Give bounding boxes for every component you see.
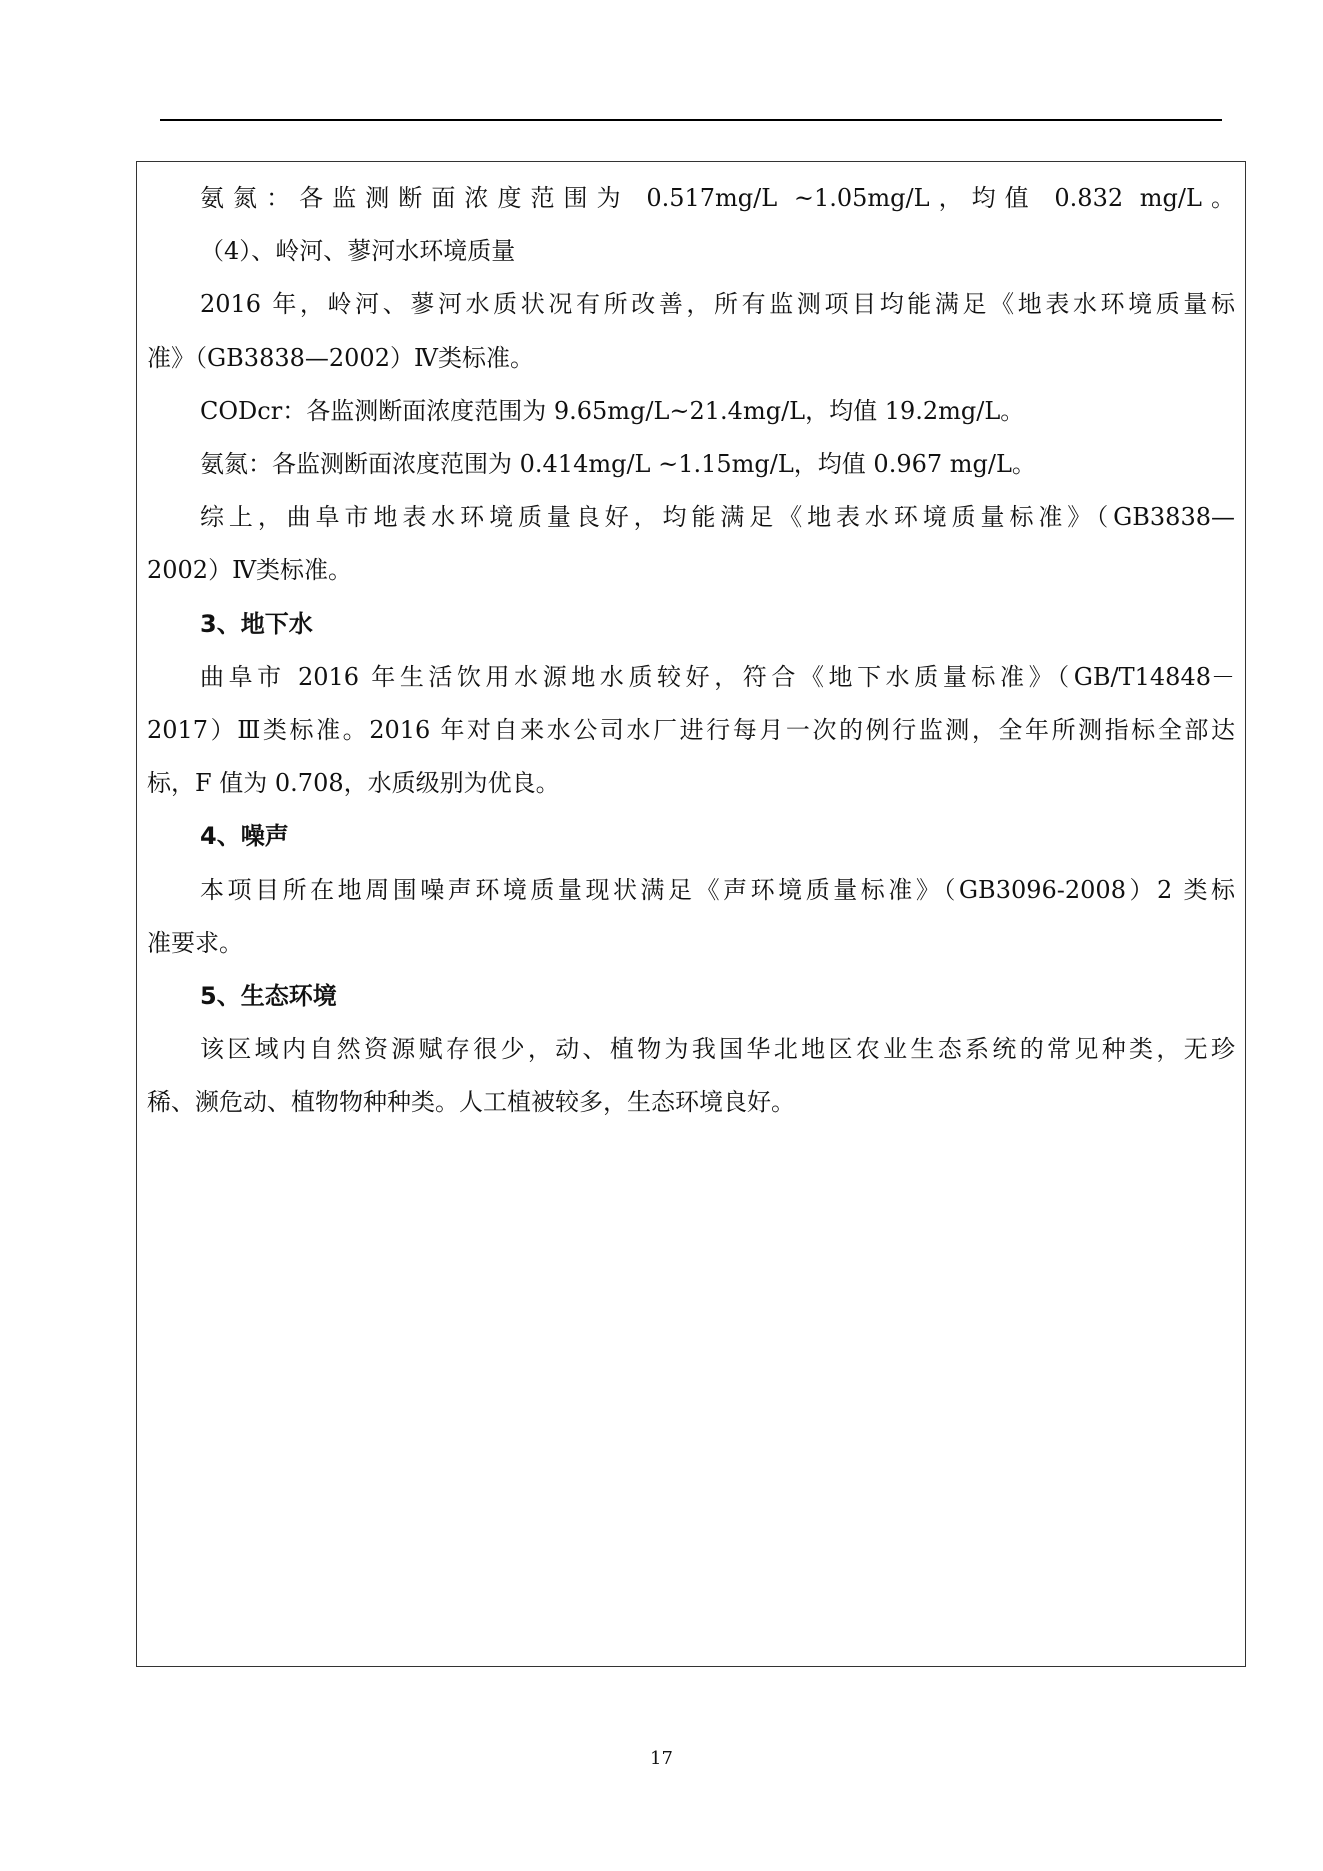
section-heading: 4、噪声 [200, 822, 289, 851]
section-heading: 3、地下水 [200, 609, 313, 638]
body-line: 2017）Ⅲ类标准。2016 年对自来水公司水厂进行每月一次的例行监测，全年所测指标全部达 [147, 716, 1235, 744]
body-line: 稀、濒危动、植物物种种类。人工植被较多，生态环境良好。 [147, 1088, 795, 1117]
content-box [136, 161, 1246, 1667]
body-line: 标，F 值为 0.708，水质级别为优良。 [147, 769, 560, 798]
body-line: 准要求。 [147, 928, 243, 957]
body-line: 综上，曲阜市地表水环境质量良好，均能满足《地表水环境质量标准》（GB3838— [200, 503, 1235, 532]
body-line: 该区域内自然资源赋存很少，动、植物为我国华北地区农业生态系统的常见种类，无珍 [200, 1035, 1235, 1064]
page-number: 17 [650, 1748, 673, 1769]
body-line: 氨氮：各监测断面浓度范围为 0.517mg/L ~1.05mg/L，均值 0.832 mg/L。 [200, 184, 1235, 212]
body-line: CODcr：各监测断面浓度范围为 9.65mg/L~21.4mg/L，均值 19.2mg/L。 [200, 396, 1025, 425]
body-line: 曲阜市 2016 年生活饮用水源地水质较好，符合《地下水质量标准》（GB/T14848－ [200, 662, 1235, 691]
body-line: 本项目所在地周围噪声环境质量现状满足《声环境质量标准》（GB3096-2008）2 类标 [200, 875, 1235, 904]
body-line: （4）、岭河、蓼河水环境质量 [200, 237, 516, 266]
body-line: 2002）Ⅳ类标准。 [147, 556, 353, 585]
body-line: 2016 年，岭河、蓼河水质状况有所改善，所有监测项目均能满足《地表水环境质量标 [200, 290, 1235, 319]
body-line: 氨氮：各监测断面浓度范围为 0.414mg/L ~1.15mg/L，均值 0.967 mg/L。 [200, 450, 1036, 478]
header-rule [160, 119, 1222, 121]
section-heading: 5、生态环境 [200, 982, 337, 1010]
body-line: 准》（GB3838—2002）Ⅳ类标准。 [147, 343, 534, 372]
